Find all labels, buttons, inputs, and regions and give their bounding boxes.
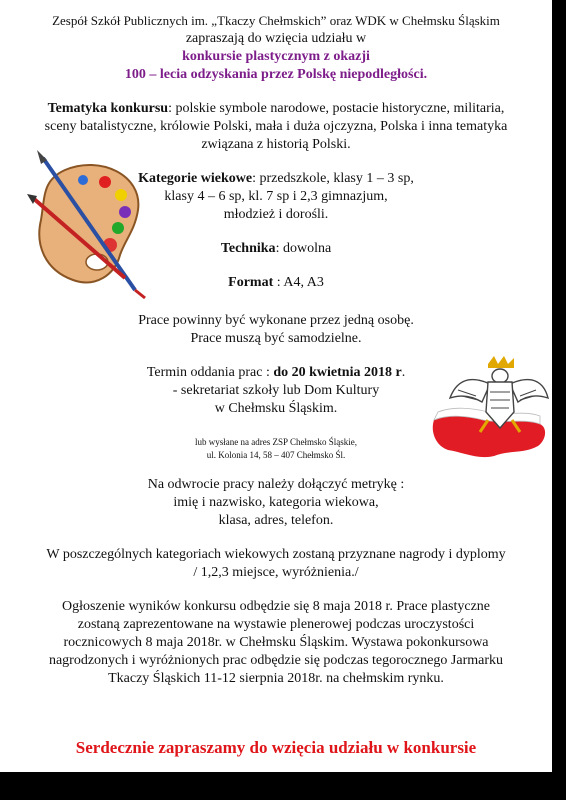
deadline-date: do 20 kwietnia 2018 r (273, 365, 402, 380)
results-line-1: Ogłoszenie wyników konkursu odbędzie się 8 maja 2018 r. Prace plastyczne (61, 599, 491, 614)
categories-line-2: klasy 4 – 6 sp, kl. 7 sp i 2,3 gimnazjum, (164, 189, 388, 204)
categories-label: Kategorie wiekowe (138, 171, 253, 186)
address-line-1: lub wysłane na adres ZSP Chełmsko Śląskie, (195, 437, 357, 447)
theme-label: Tematyka konkursu (47, 101, 169, 116)
format-line (0, 274, 552, 292)
metric-line-2: imię i nazwisko, kategoria wiekowa, (173, 495, 379, 510)
rules-line-2: Prace muszą być samodzielne. (190, 331, 362, 346)
organizer-line: Zespół Szkół Publicznych im. „Tkaczy Chełmskich” oraz WDK w Chełmsku Śląskim (52, 13, 500, 28)
theme-text-1: : polskie symbole narodowe, postacie historyczne, militaria, (168, 101, 505, 116)
metric-line-3: klasa, adres, telefon. (218, 513, 334, 528)
format-value: : A4, A3 (273, 275, 324, 290)
rules-line-1: Prace powinny być wykonane przez jedną osobę. (138, 313, 414, 328)
results-line-5: Tkaczy Śląskich 11-12 sierpnia 2018r. na chełmskim rynku. (108, 671, 444, 686)
theme-line-2: sceny batalistyczne, królowie Polski, mała i duża ojczyzna, Polska i inna tematyka (44, 119, 508, 134)
deadline-line-2: - sekretariat szkoły lub Dom Kultury (172, 383, 380, 398)
results-line-2: zostaną zaprezentowane na wystawie plenerowej podczas uroczystości (77, 617, 475, 632)
results-line-4: nagrodzonych i wyróżnionych prac odbędzie się podczas tegorocznego Jarmarku (48, 653, 504, 668)
categories-line-3: młodzież i dorośli. (223, 207, 329, 222)
results-line-3: rocznicowych 8 maja 2018r. w Chełmsku Śląskim. Wystawa pokonkursowa (63, 635, 489, 650)
theme-line-3: związana z historią Polski. (201, 137, 351, 152)
categories-text-1: : przedszkole, klasy 1 – 3 sp, (252, 171, 414, 186)
theme-line-1 (0, 100, 552, 118)
technique-line (0, 240, 552, 258)
deadline-prefix: Termin oddania prac : (146, 365, 274, 380)
categories-line-1 (0, 170, 552, 188)
awards-line-2: / 1,2,3 miejsce, wyróżnienia./ (193, 565, 359, 580)
contest-subtitle: 100 – lecia odzyskania przez Polskę niepodległości. (124, 67, 428, 82)
invitation-line: zapraszają do wzięcia udziału w (185, 31, 367, 46)
closing-invitation: Serdecznie zapraszamy do wzięcia udziału w konkursie (75, 738, 477, 757)
deadline-suffix: . (401, 365, 406, 380)
format-label: Format (228, 275, 274, 290)
address-line-2: ul. Kolonia 14, 58 – 407 Chełmsko Śl. (206, 450, 346, 460)
awards-line-1: W poszczególnych kategoriach wiekowych zostaną przyznane nagrody i dyplomy (46, 547, 506, 562)
contest-title: konkursie plastycznym z okazji (182, 49, 370, 64)
technique-label: Technika (220, 241, 276, 256)
deadline-line-3: w Chełmsku Śląskim. (214, 401, 338, 416)
technique-value: : dowolna (275, 241, 332, 256)
metric-line-1: Na odwrocie pracy należy dołączyć metrykę : (147, 477, 405, 492)
